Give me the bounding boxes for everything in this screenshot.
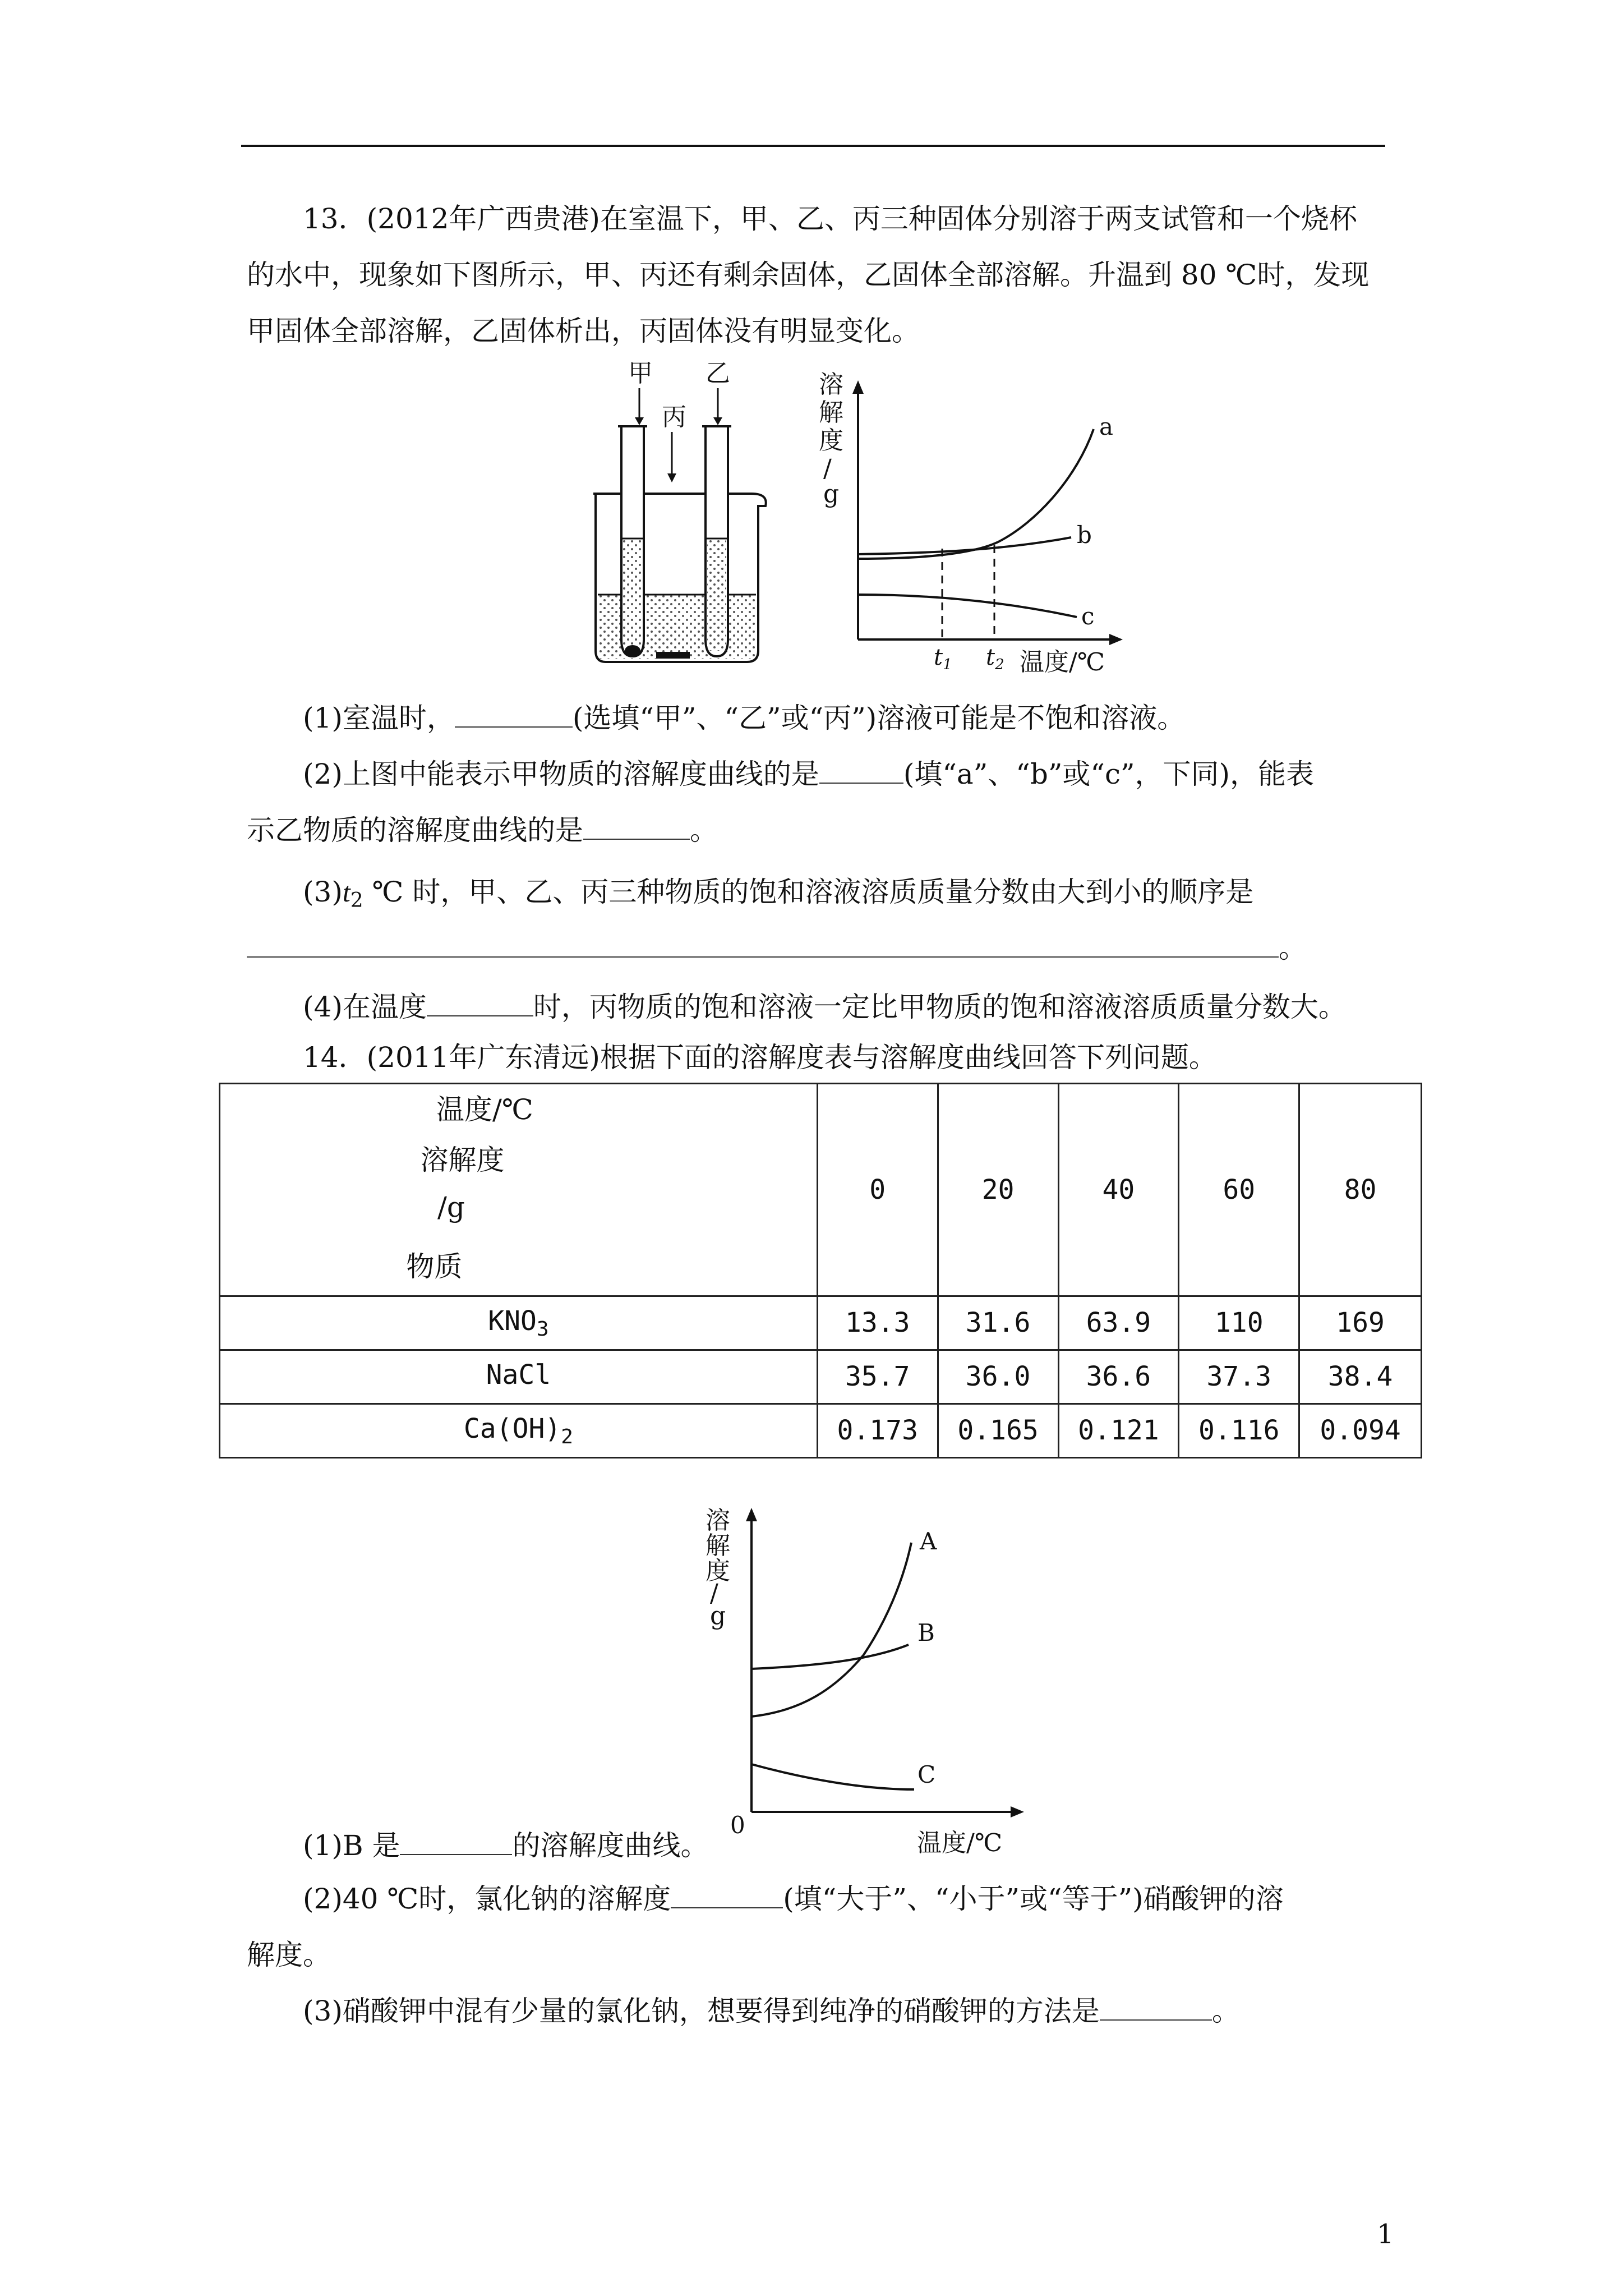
table-cell: 36.6: [1058, 1350, 1179, 1404]
table-row: [220, 1404, 1422, 1457]
svg-text:度: 度: [706, 1557, 730, 1585]
curve-a-label: a: [1099, 413, 1114, 440]
svg-text:g: g: [823, 480, 840, 508]
table-header-cell: 温度/℃ 溶解度 /g 物质: [220, 1084, 818, 1296]
curve-B: [751, 1645, 909, 1669]
table-cell: 38.4: [1299, 1350, 1422, 1404]
table-row: [220, 1296, 1422, 1350]
svg-text:解: 解: [819, 398, 843, 427]
table-cell: 37.3: [1179, 1350, 1299, 1404]
curve-c: [858, 595, 1077, 617]
answer-blank[interactable]: [671, 1883, 783, 1908]
q14-sub1: (1)B 是 的溶解度曲线。: [303, 1829, 709, 1862]
q13-sub4: (4)在温度 时，丙物质的饱和溶液一定比甲物质的饱和溶液溶质质量分数大。: [303, 991, 1347, 1023]
substance-name: $KNO_3$: [220, 1296, 818, 1350]
q14-sub2-line2: 解度。: [247, 1939, 331, 1971]
svg-text:解: 解: [706, 1531, 730, 1560]
q13-sub2: (2)上图中能表示甲物质的溶解度曲线的是 (填“a”、“b”或“c”，下同)，能表: [303, 758, 1315, 790]
curve-c-label: c: [1081, 602, 1095, 630]
q14-line1: 14．(2011年广东清远)根据下面的溶解度表与溶解度曲线回答下列问题。: [303, 1041, 1217, 1074]
q13-line1: 13．(2012年广西贵港)在室温下，甲、乙、丙三种固体分别溶于两支试管和一个烧杯: [303, 203, 1357, 235]
table-cell: 31.6: [938, 1296, 1058, 1350]
table-cell: 13.3: [817, 1296, 938, 1350]
table-cell: 0.116: [1179, 1404, 1299, 1457]
answer-blank[interactable]: [455, 702, 573, 728]
label-jia: 甲: [628, 359, 653, 388]
temp-60: 60: [1179, 1084, 1299, 1296]
answer-blank[interactable]: [400, 1829, 512, 1855]
temp-40: 40: [1058, 1084, 1179, 1296]
table-cell: 0.121: [1058, 1404, 1179, 1457]
graph14-origin: 0: [730, 1811, 745, 1839]
substance-name: $Ca(OH)_2$: [220, 1404, 818, 1457]
svg-text:溶: 溶: [819, 370, 843, 399]
solubility-table: [219, 1083, 1422, 1458]
svg-text:溶: 溶: [706, 1506, 730, 1535]
label-bing: 丙: [662, 403, 686, 431]
header-rule: [241, 145, 1385, 147]
q13-sub1: (1)室温时， (选填“甲”、“乙”或“丙”)溶液可能是不饱和溶液。: [303, 702, 1186, 734]
answer-blank[interactable]: [427, 991, 533, 1016]
answer-blank[interactable]: [819, 758, 903, 784]
solubility-graph-14: [701, 1498, 1049, 1857]
table-row: [220, 1350, 1422, 1404]
table-cell: 110: [1179, 1296, 1299, 1350]
q13-line2: 的水中，现象如下图所示，甲、丙还有剩余固体，乙固体全部溶解。升温到 80 ℃时，发现: [247, 259, 1370, 291]
table-cell: 35.7: [817, 1350, 938, 1404]
q13-sub3: $(3)t_2$ ℃ 时，甲、乙、丙三种物质的饱和溶液溶质质量分数由大到小的顺序是: [303, 876, 1254, 912]
curve-C: [751, 1764, 914, 1789]
table-cell: 0.165: [938, 1404, 1058, 1457]
q14-sub2: (2)40 ℃时，氯化钠的溶解度 (填“大于”、“小于”或“等于”)硝酸钾的溶: [303, 1883, 1284, 1915]
curve-B-label: B: [917, 1619, 935, 1646]
graph13-x-label: 温度/℃: [1020, 648, 1105, 677]
answer-blank[interactable]: [583, 814, 690, 840]
answer-blank[interactable]: [1100, 1995, 1212, 2021]
curve-C-label: C: [917, 1761, 936, 1788]
q13-line3: 甲固体全部溶解，乙固体析出，丙固体没有明显变化。: [247, 315, 920, 347]
graph13-y-label: [819, 370, 843, 508]
beaker-figure: [583, 359, 785, 673]
page-number: 1: [1377, 2219, 1394, 2250]
table-cell: 0.094: [1299, 1404, 1422, 1457]
temp-80: 80: [1299, 1084, 1422, 1296]
curve-A-label: A: [920, 1527, 937, 1555]
table-cell: 0.173: [817, 1404, 938, 1457]
t2-label: $t_2$: [986, 645, 1004, 673]
table-cell: 63.9: [1058, 1296, 1179, 1350]
q13-sub3-line2: 。: [247, 920, 1391, 976]
graph14-x-label: 温度/℃: [917, 1829, 1003, 1857]
svg-text:/: /: [823, 454, 832, 483]
label-yi: 乙: [706, 359, 730, 388]
table-cell: 169: [1299, 1296, 1422, 1350]
substance-name: NaCl: [220, 1350, 818, 1404]
table-cell: 36.0: [938, 1350, 1058, 1404]
temp-0: 0: [817, 1084, 938, 1296]
answer-blank[interactable]: [247, 932, 1279, 958]
t1-label: $t_1$: [934, 645, 952, 673]
curve-A: [751, 1543, 911, 1717]
graph14-y-label: [706, 1506, 730, 1630]
solubility-graph-13: [813, 365, 1161, 684]
svg-text:g: g: [710, 1602, 726, 1630]
curve-b-label: b: [1077, 521, 1092, 549]
table-header-row: [220, 1084, 1422, 1296]
svg-text:/: /: [710, 1579, 718, 1608]
temp-20: 20: [938, 1084, 1058, 1296]
svg-text:度: 度: [819, 426, 843, 455]
q13-sub2-line2: 示乙物质的溶解度曲线的是 。: [247, 814, 718, 846]
q14-sub3: (3)硝酸钾中混有少量的氯化钠，想要得到纯净的硝酸钾的方法是 。: [303, 1995, 1240, 2027]
